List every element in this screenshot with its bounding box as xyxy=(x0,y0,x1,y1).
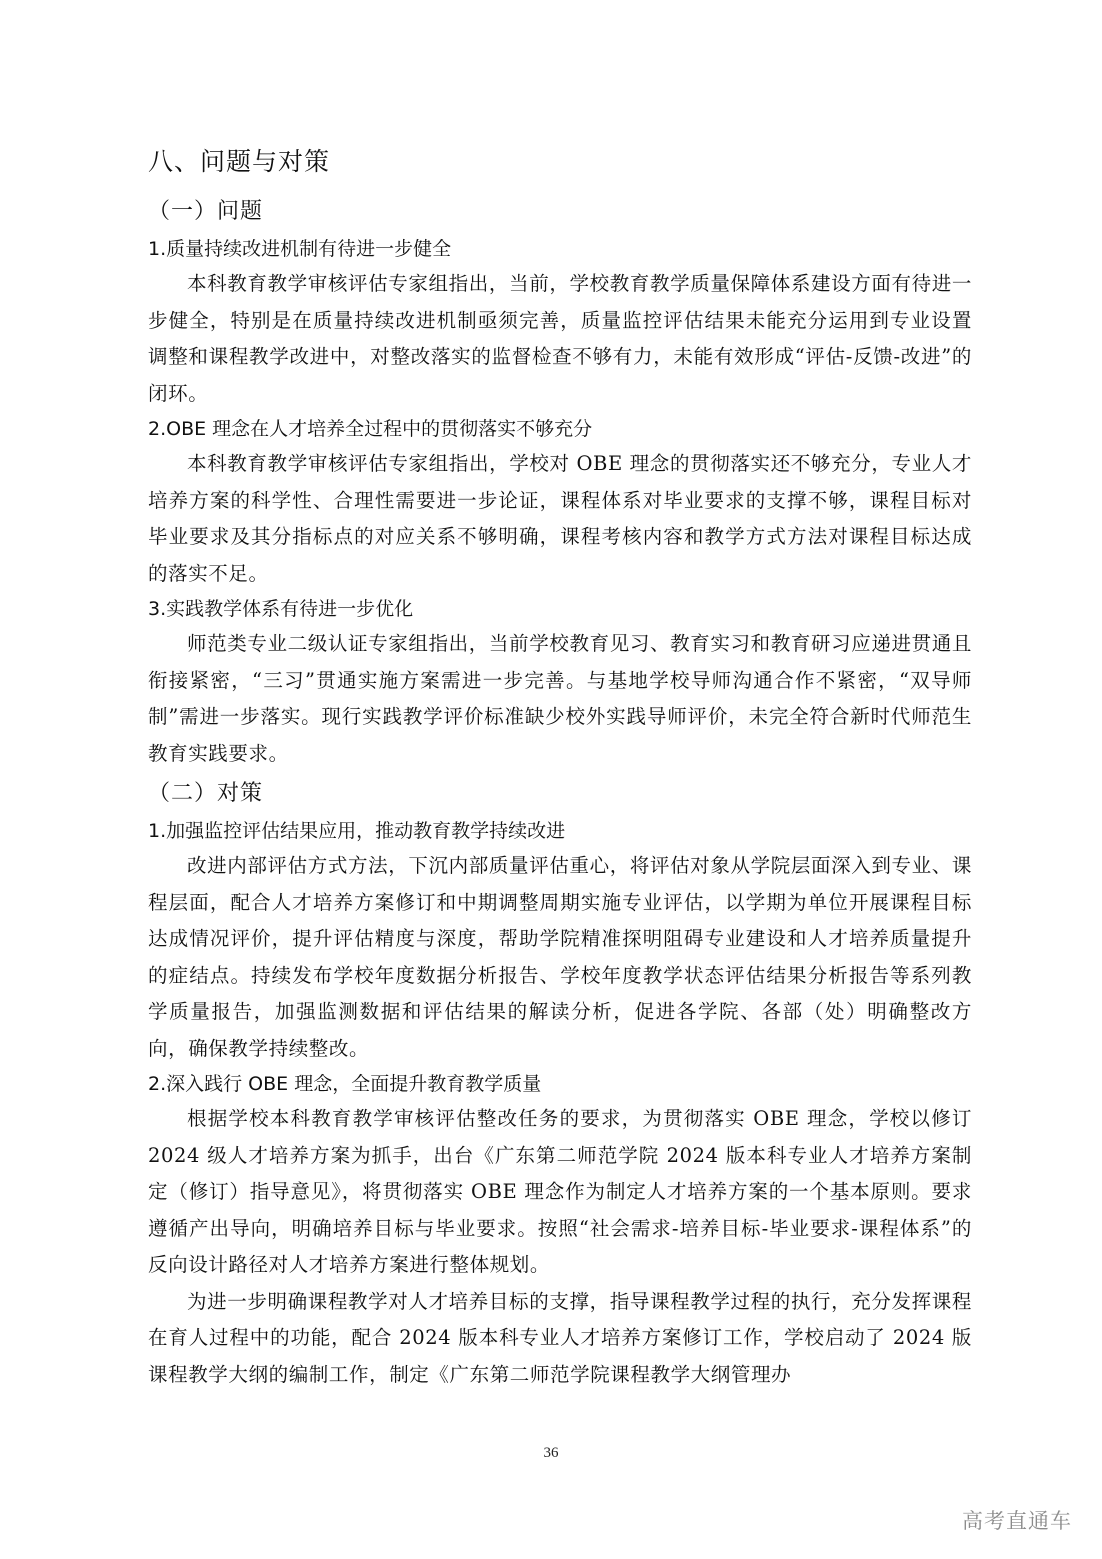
page-number: 36 xyxy=(543,1445,559,1461)
measure-2-paragraph-1: 根据学校本科教育教学审核评估整改任务的要求，为贯彻落实 OBE 理念，学校以修订 2024 级人才培养方案为抓手，出台《广东第二师范学院 2024 版本科专业人才培养方案制定（修订）指导意见》，将贯彻落实 OBE 理念作为制定人才培养方案的一个基本原则。要求遵循产出导向，明确培养目标与毕业要求。按照“社会需求-培养目标-毕业要求-课程体系”的反向设计路径对人才培养方案进行整体规划。 xyxy=(148,1107,972,1276)
watermark: 高考直通车 xyxy=(962,1509,1072,1533)
measure-2-paragraph-2: 为进一步明确课程教学对人才培养目标的支撑，指导课程教学过程的执行，充分发挥课程在育人过程中的功能，配合 2024 版本科专业人才培养方案修订工作，学校启动了 2024 版课程教学大纲的编制工作，制定《广东第二师范学院课程教学大纲管理办 xyxy=(148,1289,972,1386)
measures-heading: （二）对策 xyxy=(148,781,264,806)
problems-heading: （一）问题 xyxy=(148,199,264,224)
problem-1-paragraph: 本科教育教学审核评估专家组指出，当前，学校教育教学质量保障体系建设方面有待进一步健全，特别是在质量持续改进机制亟须完善，质量监控评估结果未能充分运用到专业设置调整和课程教学改进中，对整改落实的监督检查不够有力，未能有效形成“评估-反馈-改进”的闭环。 xyxy=(148,272,972,405)
problem-3-paragraph: 师范类专业二级认证专家组指出，当前学校教育见习、教育实习和教育研习应递进贯通且衔接紧密，“三习”贯通实施方案需进一步完善。与基地学校导师沟通合作不紧密，“双导师制”需进一步落实。现行实践教学评价标准缺少校外实践导师评价，未完全符合新时代师范生教育实践要求。 xyxy=(148,632,972,765)
section-title: 八、问题与对策 xyxy=(148,147,331,176)
problem-1-title: 1.质量持续改进机制有待进一步健全 xyxy=(148,238,452,260)
page-content xyxy=(148,140,972,1393)
problem-2-title: 2.OBE 理念在人才培养全过程中的贯彻落实不够充分 xyxy=(148,418,593,440)
problem-3-title: 3.实践教学体系有待进一步优化 xyxy=(148,598,414,620)
problem-2-paragraph: 本科教育教学审核评估专家组指出，学校对 OBE 理念的贯彻落实还不够充分，专业人才培养方案的科学性、合理性需要进一步论证，课程体系对毕业要求的支撑不够，课程目标对毕业要求及其分指标点的对应关系不够明确，课程考核内容和教学方式方法对课程目标达成的落实不足。 xyxy=(148,452,972,585)
measure-1-title: 1.加强监控评估结果应用，推动教育教学持续改进 xyxy=(148,820,566,842)
measure-1-paragraph: 改进内部评估方式方法，下沉内部质量评估重心，将评估对象从学院层面深入到专业、课程层面，配合人才培养方案修订和中期调整周期实施专业评估，以学期为单位开展课程目标达成情况评价，提升评估精度与深度，帮助学院精准探明阻碍专业建设和人才培养质量提升的症结点。持续发布学校年度数据分析报告、学校年度教学状态评估结果分析报告等系列教学质量报告，加强监测数据和评估结果的解读分析，促进各学院、各部（处）明确整改方向，确保教学持续整改。 xyxy=(148,854,972,1060)
measure-2-title: 2.深入践行 OBE 理念，全面提升教育教学质量 xyxy=(148,1073,542,1095)
